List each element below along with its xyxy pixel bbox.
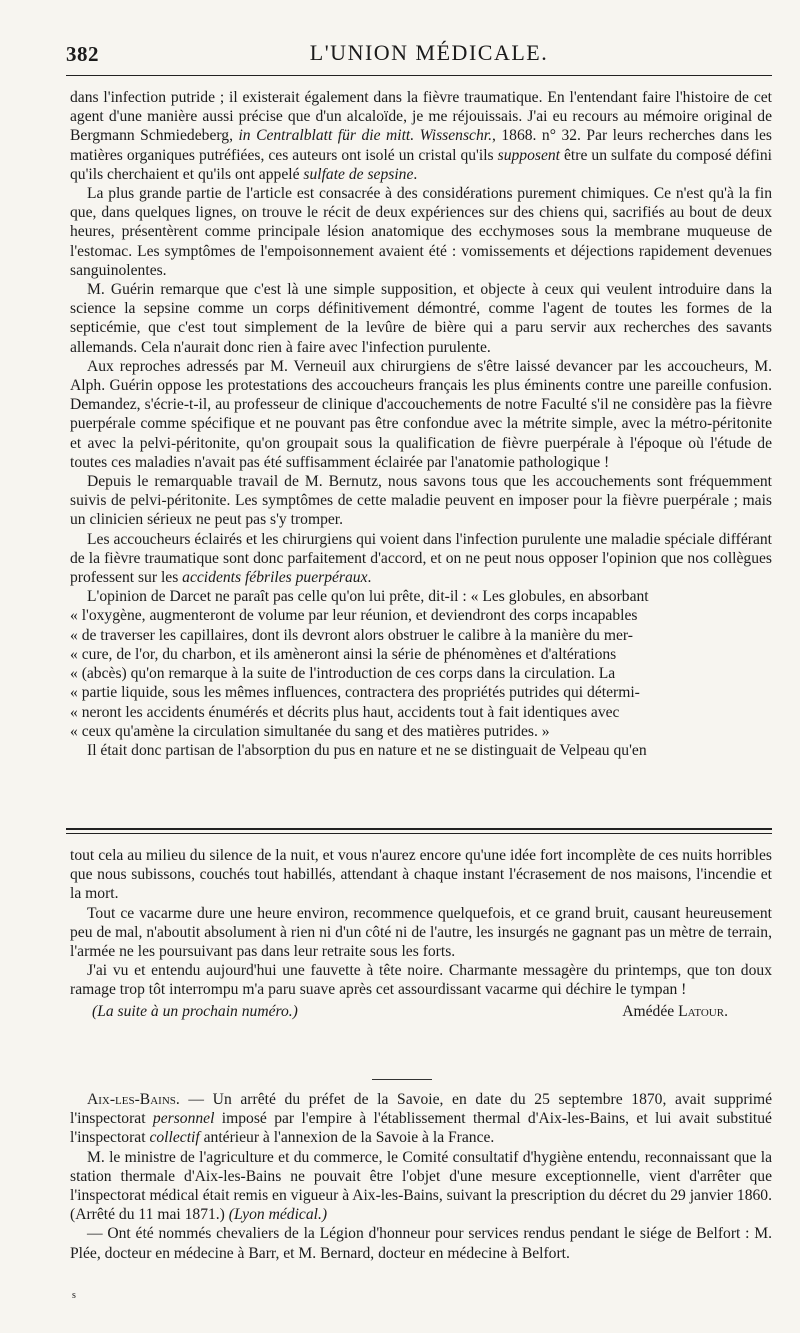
- main-column: [70, 88, 772, 760]
- news-heading: Aix-les-Bains.: [87, 1091, 180, 1108]
- journal-title: L'UNION MÉDICALE.: [309, 40, 549, 65]
- paragraph-reproaches: Aux reproches adressés par M. Verneuil aux chirurgiens de s'être laissé devancer par les accoucheurs, M. Alph. Guérin oppose les protestations des accoucheurs français les plus éminents contre une pareille confusion. Demandez, s'écrie-t-il, au professeur de clinique d'accouchements de notre Faculté s'il ne considère pas la fièvre puerpérale comme spécifique et ne pouvant pas être confondue avec la métrite simple, avec la métro-péritonite et avec la pelvi-péritonite, qu'on groupait sous la qualification de fièvre puerpérale à l'époque où l'étude de toutes ces maladies n'avait pas été suffisamment éclairée par l'anatomie pathologique !: [70, 357, 772, 471]
- paragraph-vacarme: Tout ce vacarme dure une heure environ, recommence quelquefois, et ce grand bruit, causant heureusement peu de mal, n'aboutit absolument à rien ni d'un côté ni de l'autre, les insurgés ne gagnant pas un mètre de terrain, l'armée ne les poursuivant pas dans leur retraite sous les forts.: [70, 904, 772, 961]
- paragraph-legion-honneur: — Ont été nommés chevaliers de la Légion d'honneur pour services rendus pendant le siége de Belfort : M. Plée, docteur en médecine à Barr, et M. Bernard, docteur en médecine à Belfort.: [70, 1225, 772, 1262]
- quote-line: « partie liquide, sous les mêmes influences, contractera des propriétés putrides qui détermi-: [70, 684, 640, 702]
- paragraph-fauvette: J'ai vu et entendu aujourd'hui une fauvette à tête noire. Charmante messagère du printemps, que ton doux ramage trop tôt interrompu m'a paru suave après cet assourdissant vacarme qui déchire le tympan !: [70, 962, 772, 999]
- quote-line: « (abcès) qu'on remarque à la suite de l'introduction de ces corps dans la circulation. La: [70, 665, 616, 683]
- news-section: [70, 1090, 772, 1263]
- quote-line: « neront les accidents énumérés et décrits plus haut, accidents tout à fait identiques avec: [70, 703, 620, 721]
- paragraph-darcet: L'opinion de Darcet ne paraît pas celle qu'on lui prête, dit-il : « Les globules, en absorbant: [87, 588, 649, 606]
- paragraph-sepsine: dans l'infection putride ; il existerait également dans la fièvre traumatique. En l'entendant faire l'histoire de cet agent d'une manière aussi précise que d'un alcaloïde, je me réjouissais. J'ai eu recours au mémoire original de Bergmann Schmiedeberg, in Centralblatt für die mitt. Wissenschr., 1868. n° 32. Par leurs recherches dans les matières organiques putréfiées, ces auteurs ont isolé un cristal qu'ils supposent être un sulfate du composé défini qu'ils cherchaient et qu'ils ont appelé sulfate de sepsine.: [70, 89, 773, 183]
- continuation-note: (La suite à un prochain numéro.): [92, 1002, 298, 1020]
- page-header: [66, 40, 772, 74]
- author-signature: Amédée Latour.: [622, 1002, 728, 1020]
- header-rule: [66, 75, 772, 76]
- paragraph-accoucheurs: Les accoucheurs éclairés et les chirurgiens qui voient dans l'infection purulente une maladie spéciale différant de la fièvre traumatique sont donc parfaitement d'accord, et on ne peut nous opposer l'opinion que nos collègues professent sur les accidents fébriles puerpéraux.: [70, 530, 772, 587]
- printer-mark: s: [72, 1290, 76, 1301]
- quote-line: « ceux qu'amène la circulation simultanée du sang et des matières putrides. »: [70, 722, 550, 740]
- feuilleton-separator: [66, 828, 772, 834]
- section-divider: [372, 1079, 432, 1080]
- paragraph-nights: tout cela au milieu du silence de la nuit, et vous n'aurez encore qu'une idée fort incomplète de ces nuits horribles que nous subissons, couchés tout habillés, attendant à chaque instant l'écrasement de nos maisons, l'incendie et la mort.: [70, 847, 772, 903]
- paragraph-minister: M. le ministre de l'agriculture et du commerce, le Comité consultatif d'hygiène entendu, reconnaissant que la station thermale d'Aix-les-Bains ne pouvait être l'objet d'une mesure exceptionnelle, vient d'arrêter que l'inspectorat médical était remis en vigueur à Aix-les-Bains, suivant la prescription du décret du 29 janvier 1860. (Arrêté du 11 mai 1871.) (Lyon médical.): [70, 1148, 772, 1224]
- page-number: 382: [66, 42, 99, 66]
- quote-line: « l'oxygène, augmenteront de volume par leur réunion, et deviendront des corps incapables: [70, 607, 638, 625]
- paragraph-velpeau: Il était donc partisan de l'absorption du pus en nature et ne se distinguait de Velpeau qu'en: [87, 741, 647, 759]
- paragraph-aix-les-bains: Aix-les-Bains. — Un arrêté du préfet de la Savoie, en date du 25 septembre 1870, avait supprimé l'inspectorat personnel imposé par l'empire à l'établissement thermal d'Aix-les-Bains, et lui avait substitué l'inspectorat collectif antérieur à l'annexion de la Savoie à la France.: [70, 1091, 772, 1147]
- paragraph-guerin-remark: M. Guérin remarque que c'est là une simple supposition, et objecte à ceux qui veulent introduire dans la science la sepsine comme un corps définitivement démontré, comme l'agent de toutes les formes de la septicémie, que c'est tout simplement de la levûre de bière qui a paru servir aux recherches des savants allemands. Cela n'aurait donc rien à faire avec l'infection purulente.: [70, 281, 772, 356]
- quote-line: « cure, de l'or, du charbon, et ils amèneront ainsi la série de phénomènes et d'altérations: [70, 645, 617, 663]
- paragraph-chemistry: La plus grande partie de l'article est consacrée à des considérations purement chimiques. Ce n'est qu'à la fin que, dans quelques lignes, on trouve le récit de deux expériences sur des chiens qui, sacrifiés au bout de deux heures, présentèrent comme principale lésion anatomique des ecchymoses sous la membrane muqueuse de l'estomac. Les symptômes de l'empoisonnement avaient été : vomissements et déjections rapidement devenues sanguinolentes.: [70, 185, 772, 279]
- paragraph-bernutz: Depuis le remarquable travail de M. Bernutz, nous savons tous que les accouchements sont fréquemment suivis de pelvi-péritonite. Les symptômes de cette maladie peuvent en imposer pour la fièvre puerpérale ; mais un clinicien sérieux ne peut pas s'y tromper.: [70, 473, 772, 529]
- signature-line: [70, 1002, 772, 1024]
- quote-line: « de traverser les capillaires, dont ils devront alors obstruer le calibre à la manière du mer-: [70, 626, 634, 644]
- feuilleton-section: [70, 846, 772, 1024]
